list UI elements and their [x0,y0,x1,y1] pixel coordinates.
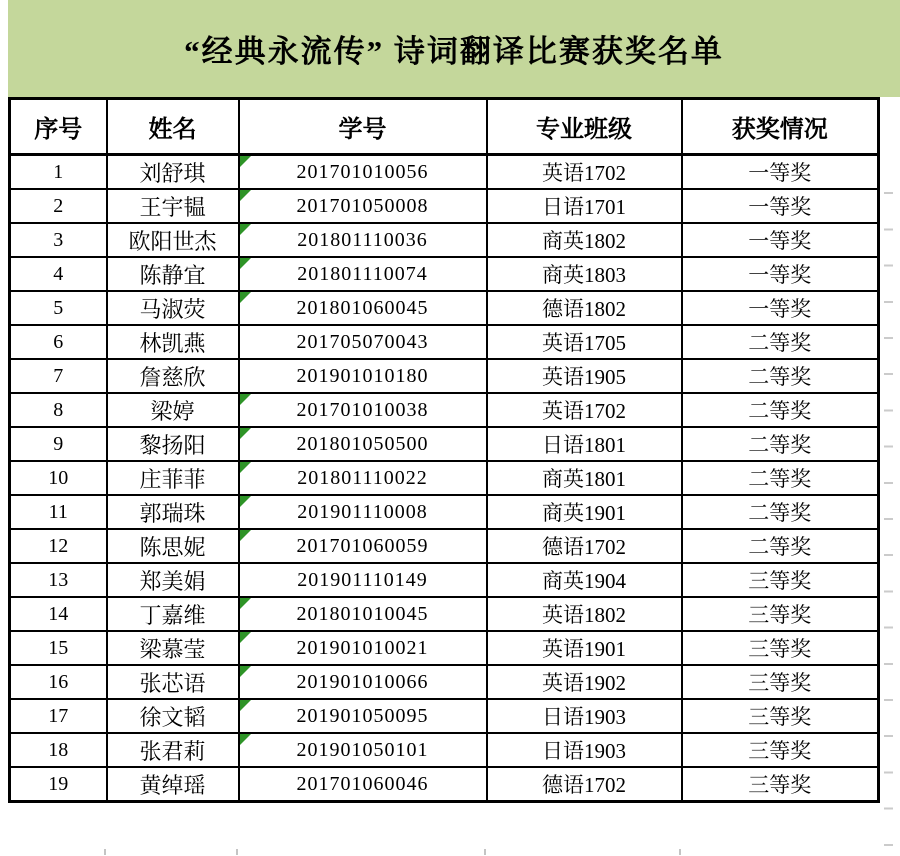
cell-name [107,665,239,699]
cell-name [107,597,239,631]
cell-no [10,393,107,427]
cell-name-text: 张芯语 [139,670,206,696]
text-number-flag-icon [240,394,251,405]
cell-name-text: 梁慕莹 [139,636,206,662]
cell-no-text: 5 [53,296,64,319]
table-row [10,189,879,223]
cell-student-id-text: 201705070043 [296,330,429,353]
cell-student-id-text: 201801050500 [296,432,429,455]
cell-award-text: 二等奖 [748,331,812,355]
cell-no-text: 6 [53,330,64,353]
cell-no [10,529,107,563]
cell-no [10,291,107,325]
table-row [10,155,879,190]
text-number-flag-icon [240,156,251,167]
page-title: “经典永流传” 诗词翻译比赛获奖名单 [184,34,724,69]
text-number-flag-icon [240,428,251,439]
cell-student-id [239,529,487,563]
cell-class-text: 德语1702 [542,773,626,797]
cell-student-id-text: 201901110008 [297,500,428,523]
cell-no-text: 3 [53,228,64,251]
cell-name [107,699,239,733]
cell-class [487,223,682,257]
text-number-flag-icon [240,190,251,201]
cell-award [682,733,879,767]
cell-class [487,359,682,393]
cell-no [10,325,107,359]
cell-name [107,257,239,291]
cell-class [487,325,682,359]
cell-no-text: 15 [48,636,69,659]
cell-award-text: 二等奖 [748,399,812,423]
cell-class [487,597,682,631]
cell-student-id [239,155,487,190]
cell-no [10,699,107,733]
cell-class-text: 日语1903 [542,739,626,763]
cell-no-text: 8 [53,398,64,421]
gridline-tick [484,849,486,855]
cell-name [107,529,239,563]
cell-award [682,563,879,597]
cell-class [487,427,682,461]
cell-name [107,393,239,427]
header-class: 专业班级 [487,99,682,155]
cell-class [487,155,682,190]
cell-name-text: 黄绰瑶 [139,772,206,798]
cell-award-text: 三等奖 [748,637,812,661]
cell-award [682,495,879,529]
cell-award-text: 三等奖 [748,773,812,797]
cell-award-text: 三等奖 [748,705,812,729]
cell-student-id [239,393,487,427]
table-row [10,257,879,291]
cell-award-text: 三等奖 [748,603,812,627]
cell-no-text: 12 [48,534,69,557]
cell-award [682,155,879,190]
gridline-tick [679,849,681,855]
cell-award [682,291,879,325]
cell-name [107,325,239,359]
cell-class-text: 商英1901 [542,501,626,525]
cell-class [487,767,682,802]
text-number-flag-icon [240,666,251,677]
cell-student-id-text: 201901110149 [297,568,428,591]
cell-class-text: 德语1802 [542,297,626,321]
text-number-flag-icon [240,530,251,541]
cell-name-text: 徐文韬 [139,704,206,730]
cell-student-id-text: 201701060046 [296,772,429,795]
text-number-flag-icon [240,632,251,643]
cell-student-id [239,563,487,597]
cell-no-text: 19 [48,772,69,795]
cell-name [107,291,239,325]
cell-name-text: 黎扬阳 [139,432,206,458]
table-row [10,631,879,665]
cell-student-id [239,427,487,461]
table-row [10,529,879,563]
cell-no-text: 10 [48,466,69,489]
cell-class-text: 德语1702 [542,535,626,559]
cell-student-id-text: 201801010045 [296,602,429,625]
cell-name-text: 梁婷 [150,398,195,424]
cell-award [682,393,879,427]
cell-award [682,461,879,495]
cell-student-id [239,733,487,767]
cell-name [107,155,239,190]
cell-class-text: 英语1705 [542,331,626,355]
cell-award [682,631,879,665]
cell-student-id-text: 201901050101 [296,738,429,761]
table-row [10,325,879,359]
cell-student-id [239,495,487,529]
cell-no [10,631,107,665]
title-banner [8,0,900,97]
cell-no-text: 11 [48,500,68,523]
text-number-flag-icon [240,734,251,745]
cell-class [487,563,682,597]
cell-name [107,427,239,461]
cell-award-text: 一等奖 [748,263,812,287]
cell-class-text: 英语1702 [542,161,626,185]
cell-class-text: 商英1803 [542,263,626,287]
cell-name [107,189,239,223]
cell-no-text: 9 [53,432,64,455]
cell-class-text: 商英1802 [542,229,626,253]
cell-no [10,563,107,597]
cell-name-text: 郭瑞珠 [139,500,206,526]
cell-class [487,291,682,325]
table-row [10,359,879,393]
cell-class [487,461,682,495]
cell-no [10,257,107,291]
table-row [10,393,879,427]
cell-student-id-text: 201901050095 [296,704,429,727]
cell-no [10,597,107,631]
cell-class-text: 日语1903 [542,705,626,729]
cell-class [487,733,682,767]
cell-name-text: 詹慈欣 [139,364,206,390]
cell-no-text: 1 [53,160,64,183]
table-row [10,427,879,461]
cell-name [107,495,239,529]
cell-student-id [239,359,487,393]
cell-award [682,767,879,802]
cell-student-id [239,699,487,733]
text-number-flag-icon [240,258,251,269]
cell-name-text: 刘舒琪 [139,160,206,186]
text-number-flag-icon [240,496,251,507]
cell-student-id [239,767,487,802]
table-row [10,223,879,257]
cell-no [10,461,107,495]
cell-award [682,189,879,223]
cell-student-id [239,665,487,699]
cell-no-text: 16 [48,670,69,693]
cell-award-text: 二等奖 [748,501,812,525]
text-number-flag-icon [240,462,251,473]
cell-class [487,495,682,529]
cell-student-id-text: 201901010066 [296,670,429,693]
cell-class-text: 英语1902 [542,671,626,695]
cell-name [107,631,239,665]
cell-student-id-text: 201801110074 [297,262,428,285]
cell-class [487,529,682,563]
cell-student-id [239,291,487,325]
cell-class [487,393,682,427]
table-row [10,291,879,325]
table-row [10,767,879,802]
header-student-id: 学号 [239,99,487,155]
gridline-tick [104,849,106,855]
table-row [10,733,879,767]
cell-no-text: 14 [48,602,69,625]
cell-no [10,189,107,223]
cell-no [10,665,107,699]
cell-name-text: 马淑荧 [139,296,206,322]
cell-award [682,529,879,563]
cell-no-text: 18 [48,738,69,761]
cell-no [10,427,107,461]
cell-award [682,427,879,461]
cell-name-text: 庄菲菲 [139,466,206,492]
text-number-flag-icon [240,292,251,303]
cell-award-text: 二等奖 [748,467,812,491]
cell-no-text: 2 [53,194,64,217]
cell-award-text: 一等奖 [748,229,812,253]
cell-no [10,495,107,529]
header-no: 序号 [10,99,107,155]
cell-class [487,189,682,223]
table-row [10,461,879,495]
cell-student-id [239,189,487,223]
cell-student-id-text: 201701010056 [296,160,429,183]
cell-student-id-text: 201901010021 [296,636,429,659]
cell-award-text: 二等奖 [748,365,812,389]
gridline-tick [236,849,238,855]
cell-student-id [239,325,487,359]
cell-name [107,563,239,597]
cell-award-text: 一等奖 [748,195,812,219]
cell-name [107,733,239,767]
cell-award-text: 二等奖 [748,535,812,559]
header-award: 获奖情况 [682,99,879,155]
cell-student-id-text: 201701050008 [296,194,429,217]
header-row [10,99,879,155]
cell-student-id-text: 201701060059 [296,534,429,557]
cell-student-id [239,223,487,257]
text-number-flag-icon [240,224,251,235]
cell-student-id [239,631,487,665]
cell-award-text: 二等奖 [748,433,812,457]
cell-class-text: 商英1801 [542,467,626,491]
cell-student-id-text: 201701010038 [296,398,429,421]
cell-student-id-text: 201901010180 [296,364,429,387]
cell-name [107,359,239,393]
cell-name-text: 陈思妮 [139,534,206,560]
cell-name-text: 欧阳世杰 [128,228,217,254]
cell-no-text: 13 [48,568,69,591]
cell-award-text: 一等奖 [748,297,812,321]
cell-name [107,461,239,495]
table-row [10,699,879,733]
cell-name-text: 郑美娟 [139,568,206,594]
cell-no [10,359,107,393]
cell-award [682,665,879,699]
cell-name [107,767,239,802]
cell-award [682,257,879,291]
cell-name-text: 丁嘉维 [139,602,206,628]
header-name: 姓名 [107,99,239,155]
cell-no [10,733,107,767]
table-body [10,155,879,802]
cell-award-text: 一等奖 [748,161,812,185]
cell-student-id-text: 201801110022 [297,466,428,489]
table-row [10,597,879,631]
table-row [10,495,879,529]
cell-award-text: 三等奖 [748,671,812,695]
cell-name [107,223,239,257]
cell-student-id-text: 201801110036 [297,228,428,251]
cell-class-text: 商英1904 [542,569,626,593]
gridline-remnant-right [884,158,893,847]
cell-student-id [239,257,487,291]
cell-class [487,631,682,665]
table-row [10,665,879,699]
cell-award [682,223,879,257]
table-row [10,563,879,597]
cell-award [682,325,879,359]
cell-class [487,699,682,733]
cell-award-text: 三等奖 [748,739,812,763]
cell-class-text: 英语1702 [542,399,626,423]
cell-student-id [239,597,487,631]
cell-student-id [239,461,487,495]
text-number-flag-icon [240,598,251,609]
cell-no [10,767,107,802]
cell-class [487,665,682,699]
cell-no-text: 17 [48,704,69,727]
table-header [10,99,879,155]
cell-name-text: 林凯燕 [139,330,206,356]
cell-award [682,359,879,393]
cell-class-text: 日语1801 [542,433,626,457]
cell-name-text: 陈静宜 [139,262,206,288]
cell-name-text: 王宇韫 [139,194,206,220]
text-number-flag-icon [240,700,251,711]
cell-award [682,699,879,733]
cell-student-id-text: 201801060045 [296,296,429,319]
cell-no [10,155,107,190]
cell-no-text: 7 [53,364,64,387]
cell-no-text: 4 [53,262,64,285]
cell-class-text: 英语1905 [542,365,626,389]
cell-class [487,257,682,291]
cell-award-text: 三等奖 [748,569,812,593]
cell-class-text: 日语1701 [542,195,626,219]
awards-table [8,97,880,803]
cell-class-text: 英语1901 [542,637,626,661]
cell-no [10,223,107,257]
cell-name-text: 张君莉 [139,738,206,764]
cell-award [682,597,879,631]
cell-class-text: 英语1802 [542,603,626,627]
